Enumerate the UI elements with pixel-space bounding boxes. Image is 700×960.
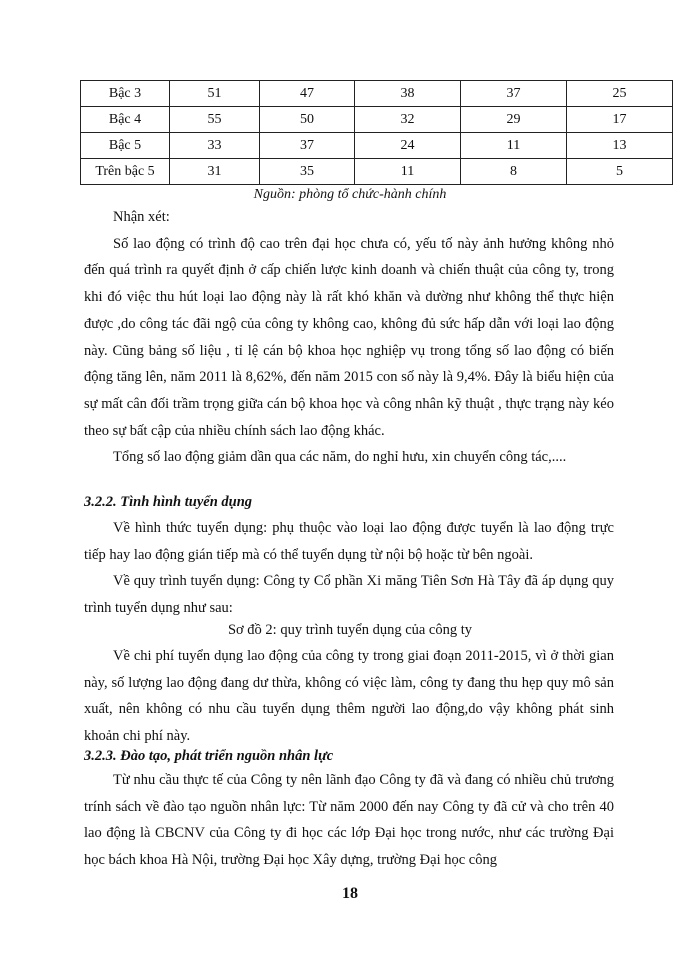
- table-cell: 11: [461, 133, 567, 159]
- table-row: [81, 107, 673, 133]
- paragraph: Về chi phí tuyển dụng lao động của công ty trong giai đoạn 2011-2015, vì ở thời gian này, số lượng lao động đang dư thừa, không có việc làm, công ty đang thu hẹp quy mô sản xuất, nên không có nhu cầu tuyển dụng thêm người lao động,do vậy không phát sinh khoản chi phí này.: [84, 648, 614, 745]
- diagram-caption: Sơ đồ 2: quy trình tuyển dụng của công ty: [227, 622, 473, 638]
- table-cell: 33: [170, 133, 260, 159]
- table-cell: 38: [355, 81, 461, 107]
- table-row: [81, 133, 673, 159]
- paragraph: Tổng số lao động giảm dần qua các năm, do nghỉ hưu, xin chuyển công tác,....: [113, 449, 567, 466]
- table-cell: Trên bậc 5: [81, 159, 170, 185]
- table-cell: 50: [260, 107, 355, 133]
- table-cell: Bậc 4: [81, 107, 170, 133]
- table-cell: Bậc 5: [81, 133, 170, 159]
- section-heading: 3.2.3. Đào tạo, phát triển nguồn nhân lực: [84, 748, 334, 764]
- table-cell: 37: [461, 81, 567, 107]
- labor-grade-table: [80, 80, 673, 185]
- section-heading: 3.2.2. Tình hình tuyển dụng: [84, 494, 253, 510]
- table-cell: 24: [355, 133, 461, 159]
- paragraph: Về quy trình tuyển dụng: Công ty Cổ phần Xi măng Tiên Sơn Hà Tây đã áp dụng quy trình tuyển dụng như sau:: [84, 573, 614, 617]
- table-cell: 5: [567, 159, 673, 185]
- table-cell: 31: [170, 159, 260, 185]
- table-row: [81, 81, 673, 107]
- table-cell: 35: [260, 159, 355, 185]
- page-number: 18: [342, 885, 358, 902]
- table-cell: 17: [567, 107, 673, 133]
- table-cell: 37: [260, 133, 355, 159]
- table-row: [81, 159, 673, 185]
- table-cell: 55: [170, 107, 260, 133]
- training-section: [84, 767, 614, 874]
- table-cell: 11: [355, 159, 461, 185]
- table-cell: 29: [461, 107, 567, 133]
- table-cell: 25: [567, 81, 673, 107]
- table-cell: Bậc 3: [81, 81, 170, 107]
- paragraph: Số lao động có trình độ cao trên đại học chưa có, yếu tố này ảnh hưởng không nhỏ đến quá trình ra quyết định ở cấp chiến lược kinh doanh và chiến thuật của công ty, trong khi đó việc thu hút loại lao động này là rất khó khăn và dường như không thể thực hiện được ,do công tác đãi ngộ của công ty không cao, không đủ sức hấp dẫn với loại lao động này. Cũng bảng số liệu , tỉ lệ cán bộ khoa học nghiệp vụ trong tổng số lao động có biến động tăng lên, năm 2011 là 8,62%, đến năm 2015 con số này là 9,4%. Đây là biểu hiện của sự mất cân đối trầm trọng giữa cán bộ khoa học và công nhân kỹ thuật , thực trạng này kéo theo sự bất cập của nhiều chính sách lao động khác.: [84, 235, 614, 439]
- table-cell: 32: [355, 107, 461, 133]
- table-cell: 51: [170, 81, 260, 107]
- table-source-note: Nguồn: phòng tổ chức-hành chính: [253, 187, 447, 202]
- table-cell: 8: [461, 159, 567, 185]
- cost-section: [84, 643, 614, 750]
- remarks-label: Nhận xét:: [113, 209, 170, 225]
- recruitment-section: [84, 515, 614, 622]
- table-cell: 13: [567, 133, 673, 159]
- paragraph: Về hình thức tuyển dụng: phụ thuộc vào loại lao động được tuyển là lao động trực tiếp hay lao động gián tiếp mà có thể tuyển dụng từ nội bộ hoặc từ bên ngoài.: [84, 520, 614, 563]
- table-cell: 47: [260, 81, 355, 107]
- remarks-section: [84, 204, 614, 471]
- paragraph: Từ nhu cầu thực tế của Công ty nên lãnh đạo Công ty đã và đang có nhiều chủ trương trính sách về đào tạo nguồn nhân lực: Từ năm 2000 đến nay Công ty đã cử và cho trên 40 lao động là CBCNV của Công ty đi học các lớp Đại học trong nước, như các trường Đại học bách khoa Hà Nội, trường Đại học Xây dựng, trường Đại học công: [84, 772, 614, 869]
